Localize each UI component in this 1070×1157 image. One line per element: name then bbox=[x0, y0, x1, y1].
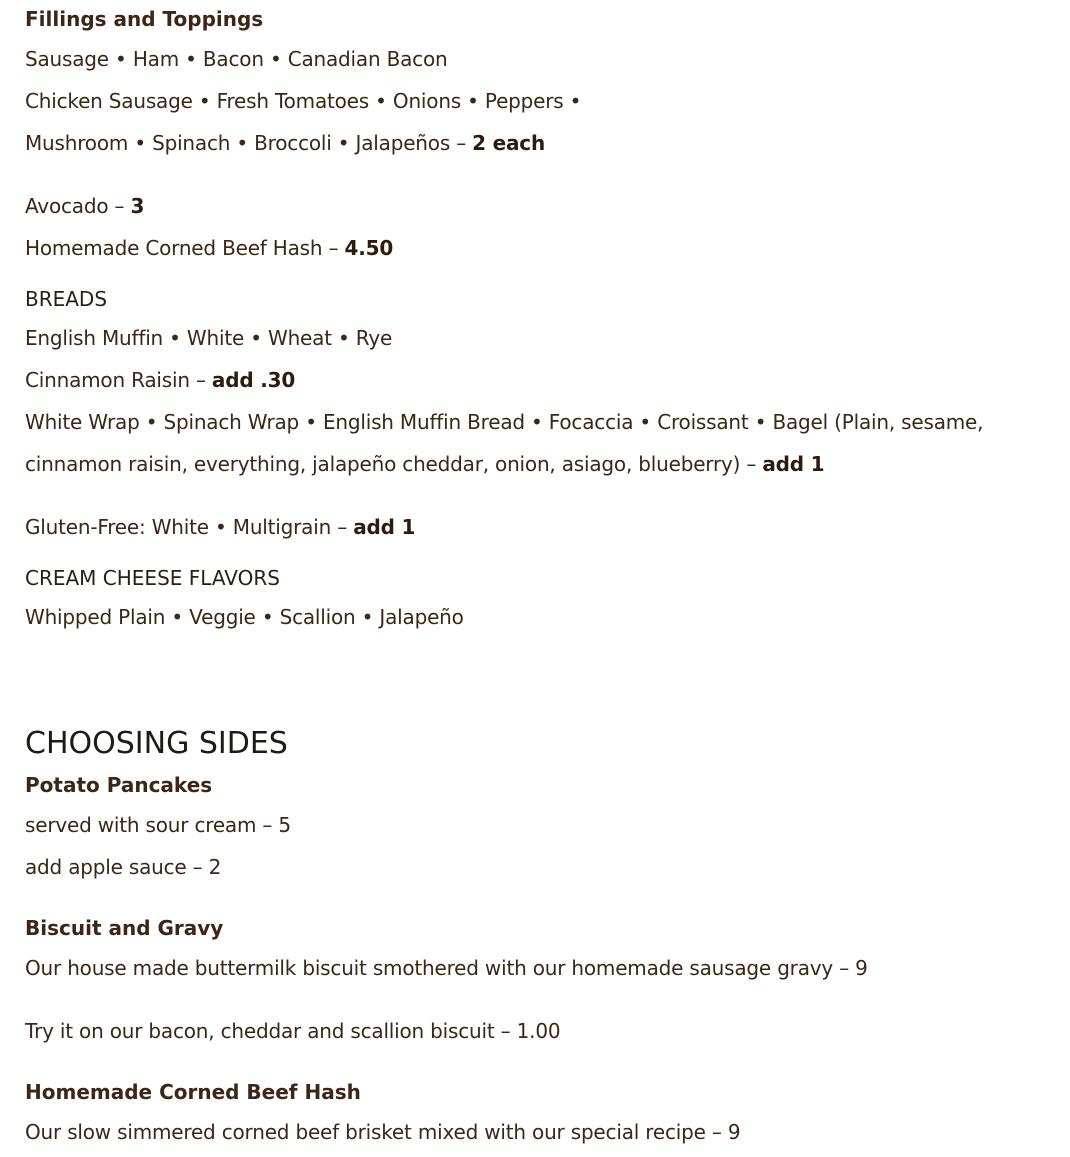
breads-raisin-price: add .30 bbox=[211, 368, 296, 392]
breads-bagel-price: add 1 bbox=[762, 452, 825, 476]
fillings-veggies-price: 2 each bbox=[472, 131, 545, 155]
hash-topping-text: Homemade Corned Beef Hash – bbox=[25, 236, 345, 260]
breads-gluten-free-price: add 1 bbox=[353, 515, 416, 539]
potato-pancakes-addon-line: add apple sauce – 2 bbox=[25, 855, 222, 879]
fillings-title: Fillings and Toppings bbox=[25, 7, 264, 31]
avocado-line bbox=[25, 185, 1055, 227]
cream-cheese-section bbox=[25, 560, 1055, 638]
breads-bagel-text: cinnamon raisin, everything, jalapeño cheddar, onion, asiago, blueberry) – bbox=[25, 452, 763, 476]
cream-cheese-title: CREAM CHEESE FLAVORS bbox=[25, 566, 280, 590]
avocado-text: Avocado – bbox=[25, 194, 131, 218]
biscuit-gravy-title: Biscuit and Gravy bbox=[25, 916, 224, 940]
hash-topping-line bbox=[25, 227, 1055, 269]
menu-page bbox=[25, 0, 1055, 1153]
avocado-price: 3 bbox=[130, 194, 145, 218]
breads-basic-line: English Muffin • White • Wheat • Rye bbox=[25, 326, 393, 350]
fillings-meats-line: Sausage • Ham • Bacon • Canadian Bacon bbox=[25, 47, 448, 71]
breads-raisin-text: Cinnamon Raisin – bbox=[25, 368, 212, 392]
potato-pancakes-title: Potato Pancakes bbox=[25, 773, 213, 797]
corned-beef-hash-title: Homemade Corned Beef Hash bbox=[25, 1080, 361, 1104]
fillings-section bbox=[25, 0, 1055, 269]
fillings-veggies-text: Mushroom • Spinach • Broccoli • Jalapeños – bbox=[25, 131, 473, 155]
breads-specialty-line: White Wrap • Spinach Wrap • English Muffin Bread • Focaccia • Croissant • Bagel (Plain, sesame, bbox=[25, 410, 984, 434]
breads-section bbox=[25, 281, 1055, 548]
cream-cheese-flavors-line: Whipped Plain • Veggie • Scallion • Jalapeño bbox=[25, 605, 464, 629]
breads-gluten-free-line bbox=[25, 506, 1055, 548]
biscuit-gravy-line: Our house made buttermilk biscuit smothered with our homemade sausage gravy – 9 bbox=[25, 956, 868, 980]
breads-raisin-line bbox=[25, 359, 1055, 401]
fillings-veggies-line-2 bbox=[25, 122, 1055, 164]
breads-title: BREADS bbox=[25, 287, 108, 311]
sides-section bbox=[25, 722, 1055, 1153]
sides-title: CHOOSING SIDES bbox=[25, 726, 288, 761]
breads-gluten-free-text: Gluten-Free: White • Multigrain – bbox=[25, 515, 354, 539]
breads-bagel-line bbox=[25, 443, 1055, 485]
biscuit-gravy-addon-line: Try it on our bacon, cheddar and scallion biscuit – 1.00 bbox=[25, 1019, 561, 1043]
fillings-veggies-line: Chicken Sausage • Fresh Tomatoes • Onions • Peppers • bbox=[25, 89, 582, 113]
hash-topping-price: 4.50 bbox=[344, 236, 394, 260]
corned-beef-hash-line: Our slow simmered corned beef brisket mixed with our special recipe – 9 bbox=[25, 1120, 741, 1144]
potato-pancakes-line: served with sour cream – 5 bbox=[25, 813, 291, 837]
